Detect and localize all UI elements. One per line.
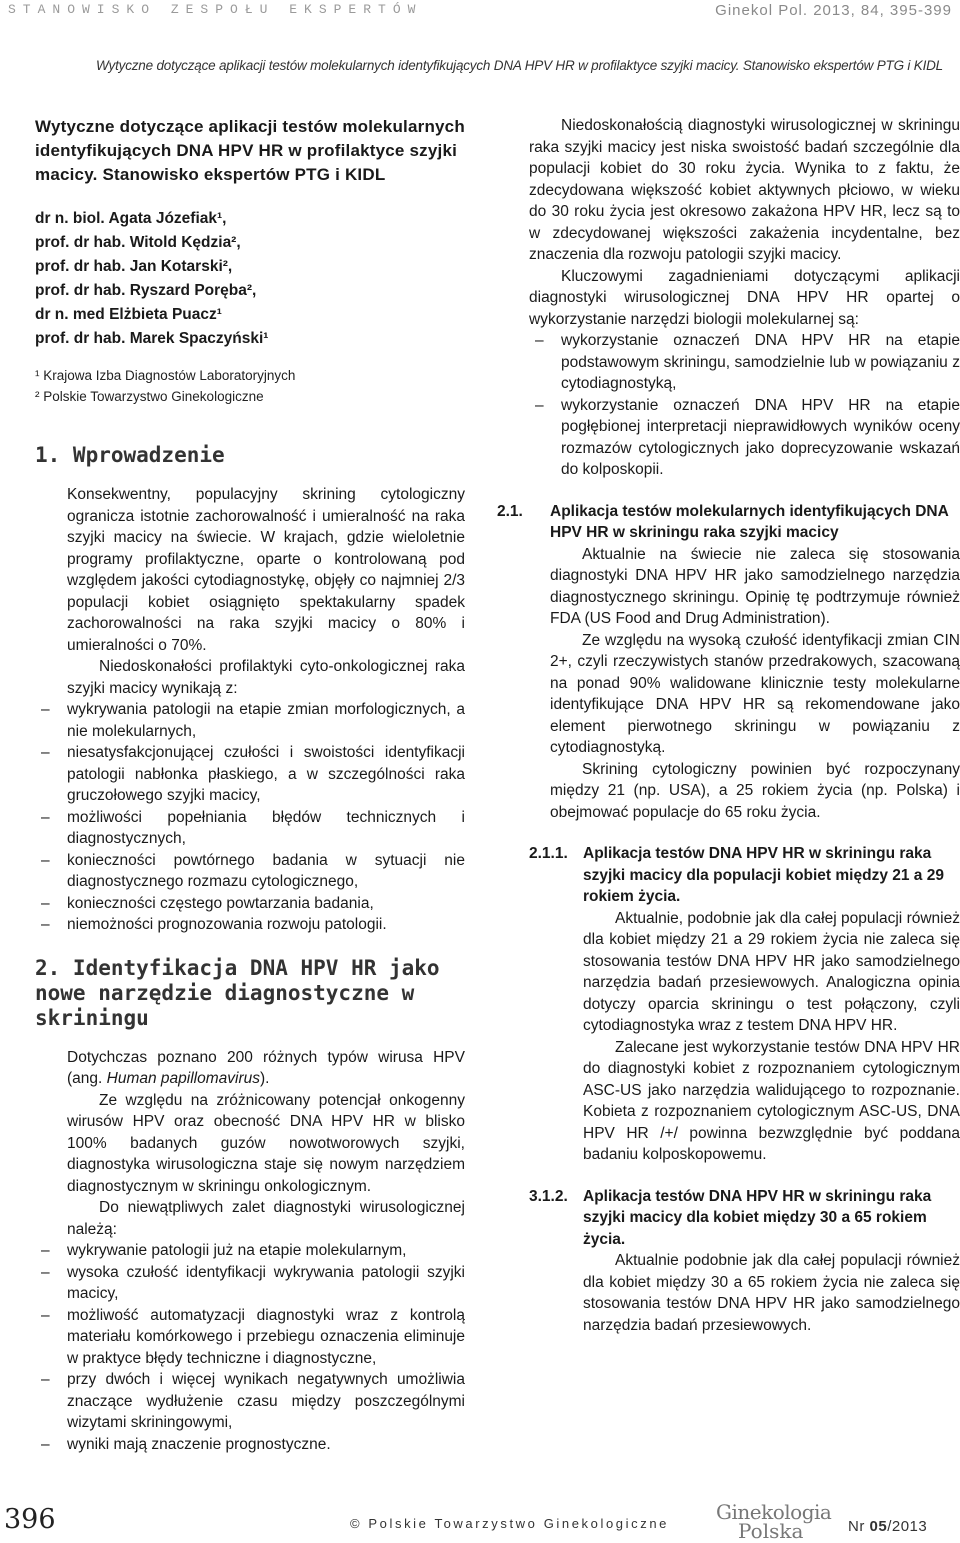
paragraph — [67, 1047, 465, 1090]
paragraph: Kluczowymi zagadnieniami dotyczącymi aplikacji diagnostyki wirusologicznej DNA HPV HR opartej o wykorzystanie narzędzi biologii molekularnej są: — [529, 267, 960, 328]
paper-title: Wytyczne dotyczące aplikacji testów molekularnych identyfikujących DNA HPV HR w profilaktyce szyjki macicy. Stanowisko ekspertów PTG i KIDL — [35, 117, 465, 184]
top-bar — [0, 0, 960, 22]
section-tag: STANOWISKO ZESPOŁU EKSPERTÓW — [8, 2, 423, 17]
running-head: Wytyczne dotyczące aplikacji testów molekularnych identyfikujących DNA HPV HR w profilaktyce szyjki macicy. Stanowisko ekspertów PTG i KIDL — [96, 58, 943, 73]
section-identification-body — [35, 1047, 465, 1241]
list-item: – wykrywania patologii na etapie zmian morfologicznych, a nie molekularnych, — [35, 699, 465, 742]
paragraph: Aktualnie podobnie jak dla całej populacji również dla kobiet między 30 a 65 rokiem życia nie zaleca się stosowania testów DNA HPV HR jako samodzielnego narzędzia badań przesiewowych. — [583, 1252, 960, 1334]
section-intro-body — [35, 484, 465, 699]
issue-bold: 05 — [869, 1518, 888, 1535]
author: prof. dr hab. Jan Kotarski², — [35, 258, 233, 275]
logo-text: Polska — [738, 1519, 804, 1543]
journal-reference: Ginekol Pol. 2013, 84, 395-399 — [715, 2, 952, 19]
paragraph: Ze względu na wysoką czułość identyfikacji zmian CIN 2+, czyli rzeczywistych stanów przedrakowych, szacowaną na ponad 90% walidowane klinicznie testy molekularne identyfikujące DNA HPV HR są rekomendowane jako element pierwotnego skriningu w powiązaniu z cytodiagnostyką. — [550, 631, 960, 756]
text-span: Dotychczas poznano 200 różnych typów wirusa HPV (ang. — [67, 1048, 465, 1087]
paragraph: Aktualnie na świecie nie zaleca się stosowania diagnostyki DNA HPV HR jako samodzielnego narzędzia diagnostycznego skriningu. Opinię tę podtrzymuje również FDA (US Food and Drug Administration). — [550, 545, 960, 627]
journal-logo — [716, 1500, 836, 1542]
subsection-title: Aplikacja testów DNA HPV HR w skriningu raka szyjki macicy dla kobiet między 30 a 65 rokiem życia. — [583, 1187, 932, 1248]
subsection-body-3-1-2 — [497, 1250, 960, 1336]
subsection-number: 2.1. — [497, 502, 523, 520]
paragraph: Niedoskonałości profilaktyki cyto-onkologicznej raka szyjki macicy wynikają z: — [67, 658, 465, 697]
logo-text: Ginekologia — [716, 1500, 832, 1524]
list-item: – niesatysfakcjonującej czułości i swoistości identyfikacji patologii nabłonka płaskiego, a w szczególności raka gruczołowego szyjki macicy, — [35, 742, 465, 807]
list-item: – konieczności powtórnego badania w sytuacji nie diagnostycznego rozmazu cytologicznego, — [35, 850, 465, 893]
issue-number — [848, 1518, 927, 1535]
italic-term: Human papillomavirus — [106, 1070, 260, 1087]
subsection-number: 3.1.2. — [529, 1187, 568, 1205]
subsection-heading-2-1-1 — [497, 843, 960, 908]
list-item: – możliwość automatyzacji diagnostyki wraz z kontrolą materiału komórkowego i przebiegu oznaczenia eliminuje w praktyce błędy techniczne i diagnostyczne, — [35, 1305, 465, 1370]
affiliation: ¹ Krajowa Izba Diagnostów Laboratoryjnych — [35, 368, 296, 383]
subsection-heading-3-1-2 — [497, 1186, 960, 1251]
left-column — [35, 115, 465, 1455]
list-item: – wysoka czułość identyfikacji wykrywania patologii szyjki macicy, — [35, 1262, 465, 1305]
list-item: – przy dwóch i więcej wynikach negatywnych umożliwia znaczące wydłużenie czasu między poszczególnymi wizytami skriningowymi, — [35, 1369, 465, 1434]
paragraph: Ze względu na zróżnicowany potencjał onkogenny wirusów HPV oraz obecność DNA HPV HR w blisko 100% badanych guzów nowotworowych szyjki, diagnostyka wirusologiczna staje się nowym narzędziem diagnostycznym w skriningu onkologicznym. — [67, 1091, 465, 1195]
paragraph: Skrining cytologiczny powinien być rozpoczynany między 21 (np. USA), a 25 rokiem życia (np. Polska) i obejmować populacje do 65 roku życia. — [550, 760, 960, 821]
subsection-body-2-1 — [497, 544, 960, 824]
subsection-title: Aplikacja testów molekularnych identyfikujących DNA HPV HR w skriningu raka szyjki macicy — [550, 502, 949, 541]
subsection-body-2-1-1 — [497, 908, 960, 1166]
key-issues-list — [529, 330, 960, 481]
list-item: – wyniki mają znaczenie prognostyczne. — [35, 1434, 465, 1456]
text-span: ). — [259, 1070, 270, 1087]
page-number: 396 — [4, 1504, 56, 1535]
list-item: – wykorzystanie oznaczeń DNA HPV HR na etapie podstawowym skriningu, samodzielnie lub w powiązaniu z cytodiagnostyką, — [529, 330, 960, 395]
advantages-list — [35, 1240, 465, 1455]
paragraph: Niedoskonałością diagnostyki wirusologicznej w skriningu raka szyjki macicy jest niska swoistość badań szczególnie dla populacji kobiet do 30 roku życia. Wynika to z faktu, że zdecydowana większość kobiet aktywnych płciowo, w wieku do 30 roku życia jest okresowo zakażona HPV HR, lecz są to w zdecydowanej większości zakażenia incydentalne, bez znaczenia dla rozwoju patologii szyjki macicy. — [529, 117, 960, 263]
subsection-heading-2-1 — [497, 501, 960, 544]
affiliation-list — [35, 365, 465, 407]
right-column — [497, 115, 960, 1336]
issue-suffix: /2013 — [887, 1518, 928, 1535]
paragraph: Aktualnie, podobnie jak dla całej populacji również dla kobiet między 21 a 29 rokiem życia nie zaleca się stosowania testów DNA HPV HR jako samodzielnego narzędzia badań przesiewowych. Analogiczna opinia dotyczy oparcia skriningu o test połączony, czyli cytodiagnostyka wraz z testem DNA HPV HR. — [583, 909, 960, 1034]
issue-prefix: Nr — [848, 1518, 870, 1535]
list-item: – niemożności prognozowania rozwoju patologii. — [35, 914, 465, 936]
paragraph: Zalecane jest wykorzystanie testów DNA HPV HR do diagnostyki kobiet z rozpoznaniem cytologicznym ASC-US jako narzędzia walidującego to rozpoznanie. Kobieta z rozpoznaniem cytologicznym ASC-US, DNA HPV HR /+/ powinna bezwzględnie być poddana badaniu kolposkopowemu. — [583, 1038, 960, 1163]
right-intro — [497, 115, 960, 330]
author: prof. dr hab. Witold Kędzia², — [35, 234, 241, 251]
list-item: – wykorzystanie oznaczeń DNA HPV HR na etapie pogłębionej interpretacji nieprawidłowych wyników oceny rozmazów cytologicznych jako doprecyzowanie wskazań do kolposkopii. — [529, 395, 960, 481]
copyright-notice: © Polskie Towarzystwo Ginekologiczne — [350, 1516, 669, 1531]
list-item: – wykrywanie patologii już na etapie molekularnym, — [35, 1240, 465, 1262]
deficiency-list — [35, 699, 465, 936]
affiliation: ² Polskie Towarzystwo Ginekologiczne — [35, 389, 264, 404]
author: dr n. biol. Agata Józefiak¹, — [35, 210, 227, 227]
subsection-title: Aplikacja testów DNA HPV HR w skriningu raka szyjki macicy dla populacji kobiet między 21 a 29 rokiem życia. — [583, 845, 944, 905]
list-item: – konieczności częstego powtarzania badania, — [35, 893, 465, 915]
subsection-number: 2.1.1. — [529, 845, 568, 862]
paragraph: Konsekwentny, populacyjny skrining cytologiczny ogranicza istotnie zachorowalność i umieralność na raka szyjki macicy na świecie. W krajach, gdzie wieloletnie programy profilaktyczne, oparte o kontrolowaną pod względem jakości cytodiagnostykę, objęły co najmniej 2/3 populacji kobiet osiągnięto spektakularny spadek zachorowalności na raka szyjki macicy o 80% i umieralności o 70%. — [67, 486, 465, 654]
author: prof. dr hab. Marek Spaczyński¹ — [35, 330, 269, 347]
paragraph: Do niewątpliwych zalet diagnostyki wirusologicznej należą: — [67, 1199, 465, 1238]
list-item: – możliwości popełniania błędów technicznych i diagnostycznych, — [35, 807, 465, 850]
author: prof. dr hab. Ryszard Poręba², — [35, 282, 257, 299]
author-list — [35, 207, 465, 351]
section-heading-identification: 2. Identyfikacja DNA HPV HR jako nowe narzędzie diagnostyczne w skriningu — [35, 955, 440, 1030]
page-footer — [0, 1500, 960, 1543]
section-heading-intro: 1. Wprowadzenie — [35, 443, 225, 467]
author: dr n. med Elżbieta Puacz¹ — [35, 306, 222, 323]
